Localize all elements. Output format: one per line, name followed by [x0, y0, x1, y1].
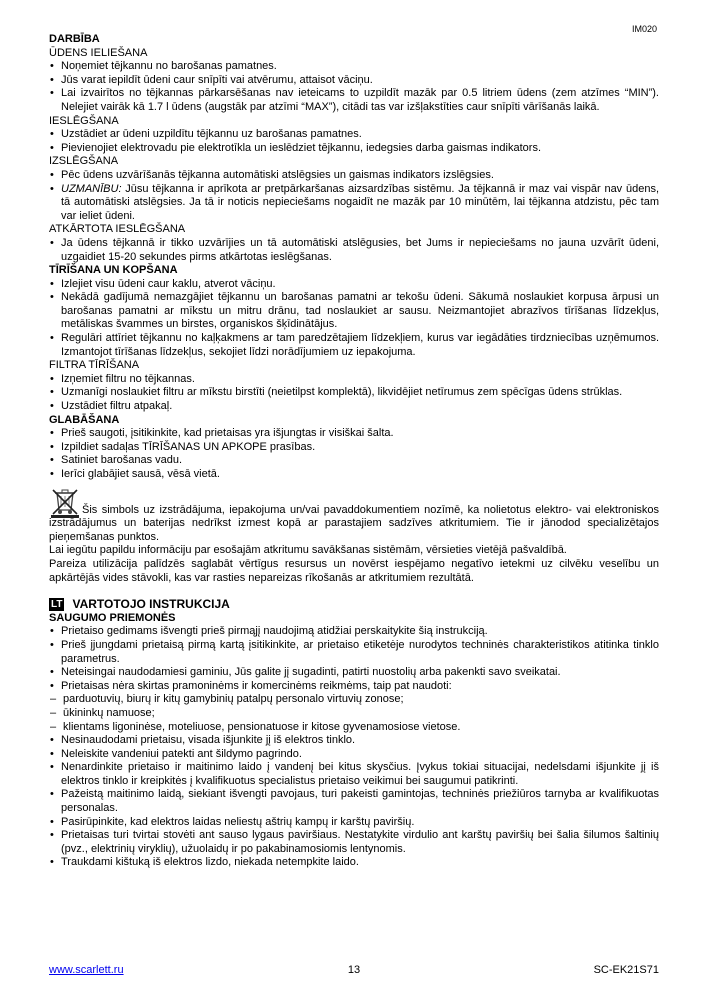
switch-off-list	[49, 169, 659, 223]
subheading-switch-off: IZSLĒGŠANA	[49, 155, 119, 168]
subheading-safety: SAUGUMO PRIEMONĖS	[49, 611, 176, 624]
page-number: 13	[347, 964, 361, 976]
dash-item: – klientams ligoninėse, moteliuose, pensionatuose ir kitose gyvenamosiose vietose.	[49, 721, 659, 735]
list-item: • Pažeistą maitinimo laidą, siekiant išvengti pavojaus, turi pakeisti gamintojas, techninės priežiūros tarnyba ar kvalifikuotas personalas.	[49, 788, 659, 815]
list-item: • Nekādā gadījumā nemazgājiet tējkannu un barošanas pamatni ar tekošu ūdeni. Sākumā noslaukiet korpusa ārpusi un barošanas pamatni ar mīkstu un mitru drānu, tad noslaukiet ar sausu. Neizmantojiet abrazīvos tīrīšanas līdzekļus, metāliskas švammes un birstes, organiskos šķīdinātājus.	[49, 291, 659, 332]
attention-item	[49, 183, 659, 224]
storage-list	[49, 427, 659, 481]
list-item: • Uzstādiet ar ūdeni uzpildītu tējkannu uz barošanas pamatnes.	[49, 128, 659, 142]
subheading-restart: ATKĀRTOTA IESLĒGŠANA	[49, 223, 186, 236]
dash-item: – ūkininkų namuose;	[49, 707, 659, 721]
subheading-water-fill: ŪDENS IELIEŠANA	[49, 46, 148, 59]
list-item: • Noņemiet tējkannu no barošanas pamatnes.	[49, 60, 659, 74]
attention-label: UZMANĪBU:	[61, 182, 122, 195]
list-item: • Neteisingai naudodamiesi gaminiu, Jūs galite jį sugadinti, patirti nuostolių arba pakenkti savo sveikatai.	[49, 666, 659, 680]
lt-section-header	[49, 598, 659, 612]
website-link[interactable]: www.scarlett.ru	[49, 964, 124, 976]
water-fill-list	[49, 60, 659, 114]
list-item: • Pievienojiet elektrovadu pie elektrotīkla un ieslēdziet tējkannu, iedegsies darba gaismas indikators.	[49, 142, 659, 156]
list-item: • Prietaiso gedimams išvengti prieš pirmąjį naudojimą atidžiai perskaitykite šią instrukciją.	[49, 625, 659, 639]
cleaning-list	[49, 278, 659, 360]
list-item: • Neleiskite vandeniui patekti ant šildymo pagrindo.	[49, 748, 659, 762]
list-item: • Uzstādiet filtru atpakaļ.	[49, 400, 659, 414]
list-item: • Regulāri attīriet tējkannu no kaļķakmens ar tam paredzētajiem līdzekļiem, kurus var iegādāties tirdzniecības uzņēmumos. Izmantojot tīrīšanas līdzekļus, sekojiet līdzi norādījumiem uz iepakojuma.	[49, 332, 659, 359]
filter-list	[49, 373, 659, 414]
list-item: • Ierīci glabājiet sausā, vēsā vietā.	[49, 468, 659, 482]
list-item: • Izņemiet filtru no tējkannas.	[49, 373, 659, 387]
list-item: • Izpildiet sadaļas TĪRĪŠANAS UN APKOPE prasības.	[49, 441, 659, 455]
list-item: • Ja ūdens tējkannā ir tikko uzvārījies un tā automātiski atslēgusies, bet Jums ir nepieciešams no jauna uzvārīt ūdeni, uzgaidiet 15-20 sekundes pirms atkārtotas ieslēgšanas.	[49, 237, 659, 264]
restart-list	[49, 237, 659, 264]
list-item: • Prietaisas turi tvirtai stovėti ant sauso lygaus paviršiaus. Nestatykite virdulio ant karštų paviršių bei šalia šilumos šaltinių (pvz., elektrinių viryklių), užuolaidų ir po pakabinamosiomis lentynomis.	[49, 829, 659, 856]
weee-paragraph-1: Šis simbols uz izstrādājuma, iepakojuma un/vai pavaddokumentiem nozīmē, ka nolietotus elektro- vai elektroniskos izstrādājumus un baterijas nedrīkst izmest kopā ar parastajiem sadzīves atkritumiem. Tie ir jānodod specializētajos pieņemšanas punktos.	[49, 503, 659, 543]
lt-section-title: VARTOTOJO INSTRUKCIJA	[72, 597, 230, 612]
list-item: • Satiniet barošanas vadu.	[49, 454, 659, 468]
subheading-storage: GLABĀŠANA	[49, 413, 120, 426]
list-item: • Pasirūpinkite, kad elektros laidas neliestų aštrių kampų ir karštų paviršių.	[49, 816, 659, 830]
list-item: • Prieš saugoti, įsitikinkite, kad prietaisas yra išjungtas ir visiškai šalta.	[49, 427, 659, 441]
subheading-switch-on: IESLĒGŠANA	[49, 114, 119, 127]
list-item: • Izlejiet visu ūdeni caur kaklu, atverot vāciņu.	[49, 278, 659, 292]
list-item: • Pēc ūdens uzvārīšanās tējkanna automātiski atslēgsies un gaismas indikators izslēgsies.	[49, 169, 659, 183]
list-item: • Prietaisas nėra skirtas pramoninėms ir komercinėms reikmėms, taip pat naudoti:	[49, 680, 659, 694]
list-item: • Prieš įjungdami prietaisą pirmą kartą įsitikinkite, ar prietaiso etiketėje nurodytos techninės charakteristikos atitinka tinklo parametrus.	[49, 639, 659, 666]
attention-text: Jūsu tējkanna ir aprīkota ar pretpārkaršanas aizsardzības sistēmu. Ja tējkannā ir maz vai vispār nav ūdens, tā automātiski atslēgsies. Ja tā ir noticis nepieciešams nogaidīt ne mazāk par 10 minūtēm, lai tējkanna atdzistu, pēc tam var ieliet ūdeni.	[61, 182, 659, 222]
list-item: • Nesinaudodami prietaisu, visada išjunkite jį iš elektros tinklo.	[49, 734, 659, 748]
safety-list	[49, 625, 659, 870]
list-item: • Nenardinkite prietaiso ir maitinimo laido į vandenį bei kitus skysčius. Įvykus tokiai situacijai, nedelsdami išjunkite jį iš elektros tinklo ir kreipkitės į kvalifikuotus specialistus prietaiso veikimui bei saugumui patikrinti.	[49, 761, 659, 788]
list-item: • Jūs varat iepildīt ūdeni caur snīpīti vai atvērumu, attaisot vāciņu.	[49, 74, 659, 88]
model-number: SC-EK21S71	[593, 964, 659, 976]
subheading-filter: FILTRA TĪRĪŠANA	[49, 359, 140, 372]
list-item: • Uzmanīgi noslaukiet filtru ar mīkstu birstīti (neietilpst komplektā), likvidējiet netīrumus zem spēcīgas ūdens strūklas.	[49, 386, 659, 400]
list-item: • Lai izvairītos no tējkannas pārkarsēšanas nav ieteicams to uzpildīt mazāk par 0.5 litriem ūdens (zem atzīmes “MIN”). Nelejiet vairāk kā 1.7 l ūdens (augstāk par atzīmi “MAX”), citādi tas var izšļakstīties caur snīpīti vārīšanās laikā.	[49, 87, 659, 114]
language-badge: LT	[51, 599, 63, 611]
weee-disposal-notice	[49, 488, 659, 586]
crossed-out-wheelie-bin-icon	[49, 488, 81, 518]
switch-on-list	[49, 128, 659, 155]
subheading-cleaning: TĪRĪŠANA UN KOPŠANA	[49, 264, 178, 277]
dash-item: – parduotuvių, biurų ir kitų gamybinių patalpų personalo virtuvių zonose;	[49, 693, 659, 707]
document-id: IM020	[631, 24, 657, 34]
list-item: • Traukdami kištuką iš elektros lizdo, niekada netempkite laido.	[49, 856, 659, 870]
section-title-operation: DARBĪBA	[49, 33, 100, 45]
weee-paragraph-3: Pareiza utilizācija palīdzēs saglabāt vērtīgus resursus un novērst iespējamo negatīvo ietekmi uz cilvēku veselību un apkārtējās vides stāvokli, kas var rasties nepareizas rīkošanās ar atkritumiem rezultātā.	[49, 557, 659, 584]
weee-paragraph-2: Lai iegūtu papildu informāciju par esošajām atkritumu savākšanas sistēmām, vērsieties vietējā pašvaldībā.	[49, 544, 567, 557]
page-content	[49, 33, 659, 870]
